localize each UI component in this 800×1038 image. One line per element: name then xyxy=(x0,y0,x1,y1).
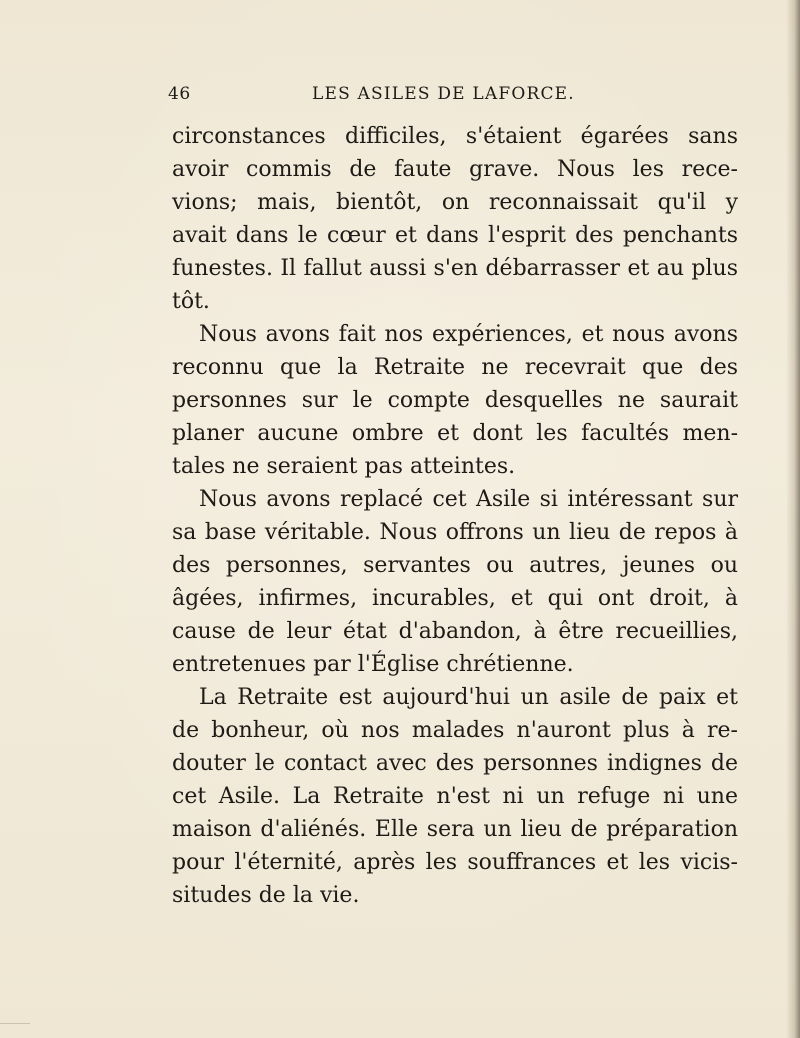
text-line: douter le contact avec des personnes indignes de xyxy=(172,751,738,776)
text-line: personnes sur le compte desquelles ne saurait xyxy=(172,388,738,413)
text-line: cet Asile. La Retraite n'est ni un refuge ni une xyxy=(172,784,738,809)
text-line: Nous avons replacé cet Asile si intéressant sur xyxy=(199,487,738,512)
running-head: LES ASILES DE LAFORCE. xyxy=(312,84,575,104)
text-line: situdes de la vie. xyxy=(172,883,360,908)
text-line: circonstances difficiles, s'étaient égarées sans xyxy=(172,124,738,149)
text-line: Nous avons fait nos expériences, et nous avons xyxy=(199,322,738,347)
text-line: funestes. Il fallut aussi s'en débarrasser et au plus xyxy=(172,256,738,281)
text-line: avoir commis de faute grave. Nous les rece- xyxy=(172,157,738,182)
body-text xyxy=(172,120,738,912)
text-line: avait dans le cœur et dans l'esprit des penchants xyxy=(172,223,738,248)
text-line: de bonheur, où nos malades n'auront plus à re- xyxy=(172,718,738,743)
page-edge-shadow xyxy=(786,0,800,1038)
text-line: âgées, infirmes, incurables, et qui ont droit, à xyxy=(172,586,738,611)
text-line: vions; mais, bientôt, on reconnaissait qu'il y xyxy=(172,190,738,215)
page-number: 46 xyxy=(168,84,191,104)
text-line: tôt. xyxy=(172,289,210,314)
text-line: entretenues par l'Église chrétienne. xyxy=(172,652,574,677)
text-line: des personnes, servantes ou autres, jeunes ou xyxy=(172,553,738,578)
text-line: reconnu que la Retraite ne recevrait que des xyxy=(172,355,738,380)
text-line: maison d'aliénés. Elle sera un lieu de préparation xyxy=(172,817,738,842)
text-line: La Retraite est aujourd'hui un asile de paix et xyxy=(199,685,738,710)
page-corner-mark xyxy=(0,1023,30,1038)
text-line: planer aucune ombre et dont les facultés men- xyxy=(172,421,738,446)
text-line: tales ne seraient pas atteintes. xyxy=(172,454,516,479)
text-line: sa base véritable. Nous offrons un lieu de repos à xyxy=(172,520,738,545)
text-line: pour l'éternité, après les souffrances et les vicis- xyxy=(172,850,738,875)
text-line: cause de leur état d'abandon, à être recueillies, xyxy=(172,619,738,644)
page-header xyxy=(168,84,728,108)
